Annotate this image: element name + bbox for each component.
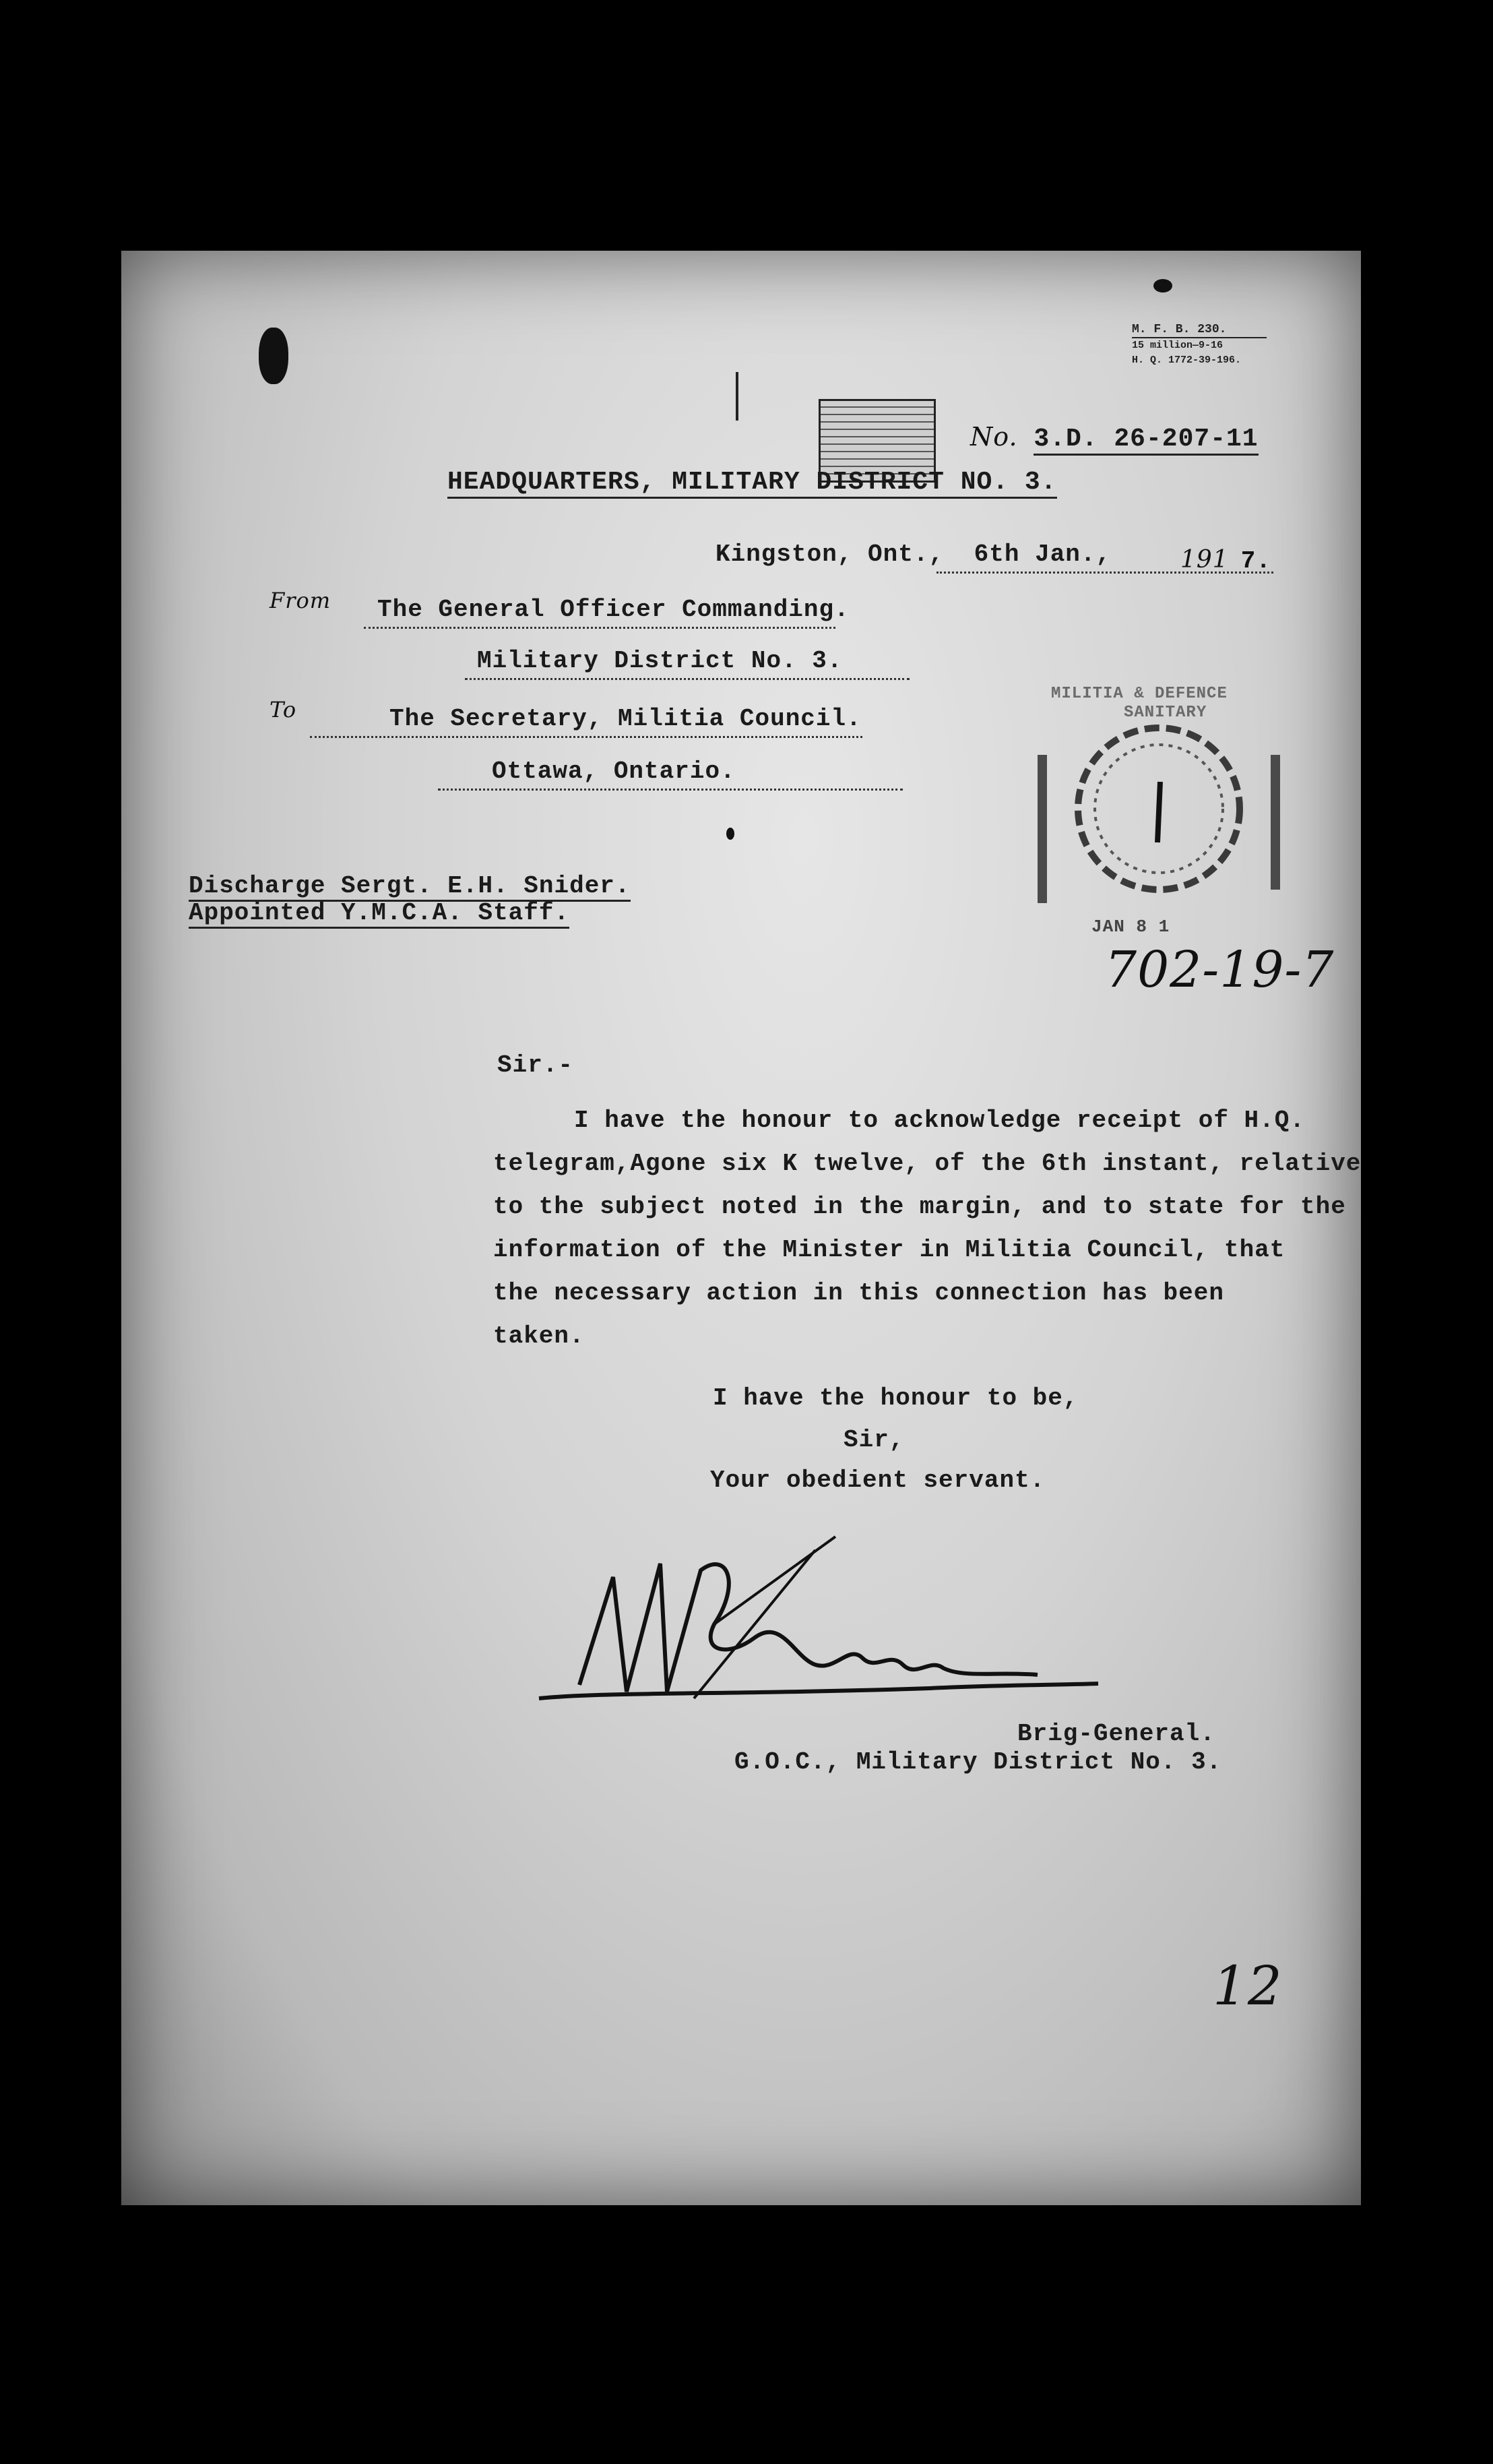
subject-line-2: Appointed Y.M.C.A. Staff. xyxy=(189,899,569,927)
from-label: From xyxy=(269,588,331,613)
body-line-4: information of the Minister in Militia Council, that xyxy=(493,1236,1285,1264)
heading: HEADQUARTERS, MILITARY DISTRICT NO. 3. xyxy=(447,468,1057,499)
signature xyxy=(526,1523,1132,1739)
closing-line-2: Sir, xyxy=(844,1426,905,1454)
from-dotted-line-2 xyxy=(465,678,910,680)
signatory-title: G.O.C., Military District No. 3. xyxy=(734,1748,1222,1776)
body-line-6: taken. xyxy=(493,1322,585,1350)
closing-line-3: Your obedient servant. xyxy=(710,1467,1046,1494)
from-line-2: Military District No. 3. xyxy=(477,647,843,675)
to-line-1: The Secretary, Militia Council. xyxy=(389,705,862,733)
punch-hole-mark xyxy=(259,328,288,384)
page-mark: 12 xyxy=(1213,1954,1283,2017)
form-code: M. F. B. 230. 15 million—9-16 H. Q. 1772-39-196. xyxy=(1132,322,1267,368)
to-dotted-line-2 xyxy=(438,789,903,791)
file-number: No. 3.D. 26-207-11 xyxy=(970,422,1259,454)
handwritten-reference: 702-19-7 xyxy=(1105,941,1335,999)
from-dotted-line xyxy=(364,627,835,629)
body-line-5: the necessary action in this connection has been xyxy=(493,1279,1224,1307)
body-line-2: telegram,Agone six K twelve, of the 6th instant, relative xyxy=(493,1150,1362,1177)
to-label: To xyxy=(269,697,297,722)
from-line-1: The General Officer Commanding. xyxy=(377,596,850,623)
to-line-2: Ottawa, Ontario. xyxy=(492,758,736,785)
subject-line-1: Discharge Sergt. E.H. Snider. xyxy=(189,872,631,900)
year: 191 7. xyxy=(1180,546,1271,575)
stamp-date-text: JAN 8 1 xyxy=(1091,917,1170,937)
closing-line-1: I have the honour to be, xyxy=(713,1384,1079,1412)
stamp-sub-text: SANITARY xyxy=(1124,704,1207,722)
salutation: Sir.- xyxy=(497,1051,574,1079)
ink-speck xyxy=(726,828,734,840)
vertical-mark xyxy=(736,372,738,421)
place-date-line: Kingston, Ont., 6th Jan., xyxy=(716,541,1112,568)
stamp-top-text: MILITIA & DEFENCE xyxy=(1051,685,1228,703)
ink-speck xyxy=(1153,279,1172,292)
signatory-rank: Brig-General. xyxy=(1017,1720,1215,1748)
body-line-1: I have the honour to acknowledge receipt of H.Q. xyxy=(574,1107,1305,1134)
body-line-3: to the subject noted in the margin, and to state for the xyxy=(493,1193,1346,1221)
to-dotted-line xyxy=(310,736,862,738)
